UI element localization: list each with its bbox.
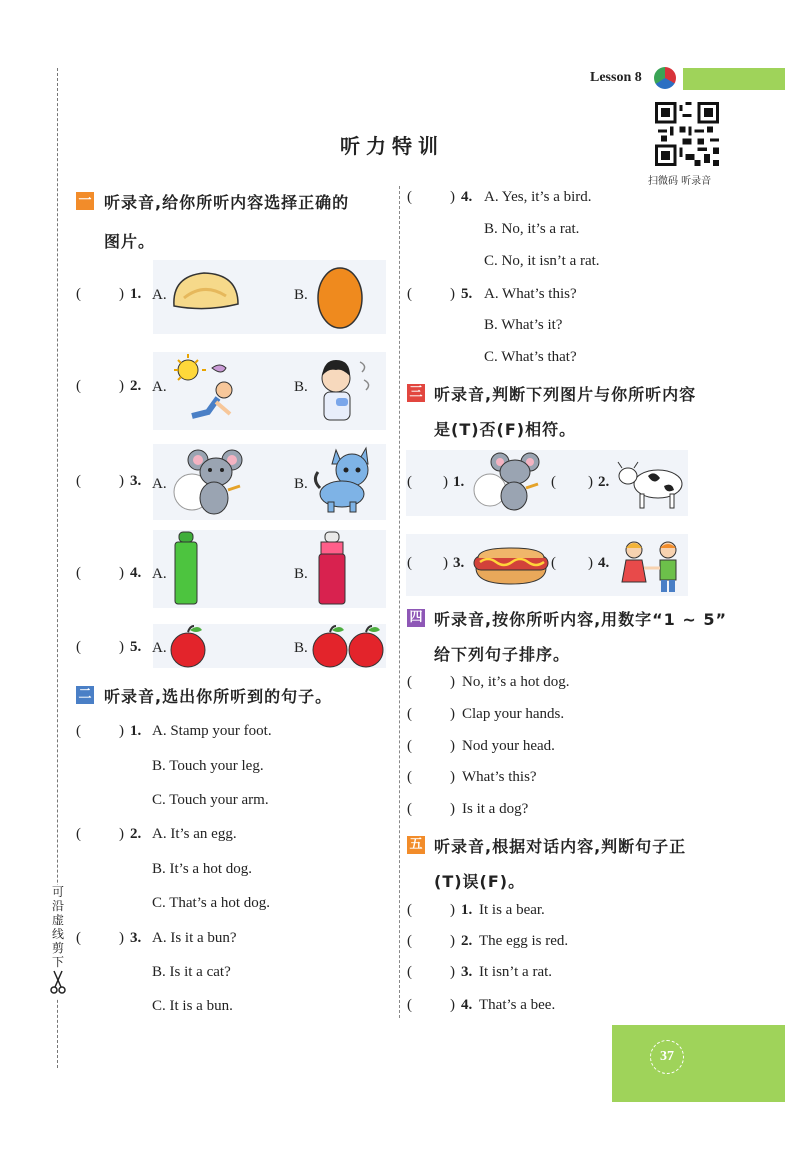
- mouse-icon[interactable]: [472, 448, 552, 514]
- answer-paren-open[interactable]: (: [407, 902, 412, 918]
- qr-caption: 扫微码 听录音: [648, 176, 712, 187]
- answer-paren-open[interactable]: (: [407, 801, 412, 817]
- section3-heading-line1: 听录音,判断下列图片与你所听内容: [434, 385, 697, 404]
- header-green-bar: [683, 68, 785, 90]
- item-number: 3.: [130, 930, 142, 946]
- bun-icon[interactable]: [170, 268, 242, 314]
- section4-heading-line1: 听录音,按你所听内容,用数字“1 ~ 5”: [434, 610, 728, 629]
- mouse-icon[interactable]: [170, 444, 250, 518]
- answer-paren-close: ): [588, 474, 593, 490]
- section4-heading-line2: 给下列句子排序。: [434, 645, 571, 664]
- answer-paren-open[interactable]: (: [551, 555, 556, 571]
- answer-paren-close: ): [119, 930, 124, 946]
- answer-paren-open[interactable]: (: [407, 555, 412, 571]
- answer-paren-close: ): [450, 189, 455, 205]
- answer-paren-open[interactable]: (: [407, 286, 412, 302]
- answer-paren-close: ): [443, 474, 448, 490]
- answer-paren-open[interactable]: (: [407, 674, 412, 690]
- section3-badge: 三: [407, 384, 425, 402]
- item-number: 3.: [453, 555, 465, 571]
- section5-heading-line2: (T)误(F)。: [434, 872, 526, 891]
- section5-badge: 五: [407, 836, 425, 854]
- cut-hint-label: 可沿虚线剪下: [51, 885, 64, 969]
- one-apple-icon[interactable]: [168, 624, 210, 668]
- item-number: 4.: [130, 565, 142, 581]
- green-crayon-icon[interactable]: [170, 530, 204, 608]
- option-a: A. What’s this?: [484, 286, 577, 302]
- answer-paren-open[interactable]: (: [407, 964, 412, 980]
- item-number: 4.: [598, 555, 610, 571]
- statement: It is a bear.: [479, 902, 545, 918]
- option-b-label: B.: [294, 379, 308, 395]
- section2-badge: 二: [76, 686, 94, 704]
- answer-paren-open[interactable]: (: [76, 565, 81, 581]
- section4-badge: 四: [407, 609, 425, 627]
- option-b: B. No, it’s a rat.: [484, 221, 580, 237]
- option-b: B. It’s a hot dog.: [152, 861, 252, 877]
- item-number: 4.: [461, 189, 473, 205]
- option-b-label: B.: [294, 640, 308, 656]
- option-c: C. Touch your arm.: [152, 792, 269, 808]
- answer-paren-open[interactable]: (: [551, 474, 556, 490]
- item-number: 2.: [598, 474, 610, 490]
- answer-paren-close: ): [450, 769, 455, 785]
- option-a: A. It’s an egg.: [152, 826, 237, 842]
- option-c: C. No, it isn’t a rat.: [484, 253, 600, 269]
- answer-paren-close: ): [450, 674, 455, 690]
- answer-paren-close: ): [443, 555, 448, 571]
- cat-icon[interactable]: [312, 444, 378, 514]
- option-a-label: A.: [152, 476, 167, 492]
- answer-paren-open[interactable]: (: [76, 930, 81, 946]
- item-number: 1.: [130, 723, 142, 739]
- answer-paren-close: ): [450, 902, 455, 918]
- answer-paren-open[interactable]: (: [76, 286, 81, 302]
- two-apples-icon[interactable]: [310, 624, 386, 668]
- answer-paren-close: ): [450, 286, 455, 302]
- qr-code-icon[interactable]: [655, 102, 719, 166]
- answer-paren-open[interactable]: (: [407, 706, 412, 722]
- option-b-label: B.: [294, 287, 308, 303]
- option-a: A. Is it a bun?: [152, 930, 237, 946]
- answer-paren-close: ): [119, 639, 124, 655]
- option-a-label: A.: [152, 379, 167, 395]
- answer-paren-close: ): [119, 286, 124, 302]
- lesson-label: Lesson 8: [590, 70, 642, 85]
- footer-green-panel: [612, 1025, 785, 1102]
- answer-paren-close: ): [450, 801, 455, 817]
- option-c: C. It is a bun.: [152, 998, 233, 1014]
- page-title: 听力特训: [340, 134, 444, 158]
- item-number: 5.: [130, 639, 142, 655]
- item-number: 2.: [130, 826, 142, 842]
- answer-paren-open[interactable]: (: [76, 378, 81, 394]
- sentence: Nod your head.: [462, 738, 555, 754]
- option-c: C. What’s that?: [484, 349, 577, 365]
- answer-paren-open[interactable]: (: [76, 473, 81, 489]
- option-a-label: A.: [152, 566, 167, 582]
- answer-paren-close: ): [119, 826, 124, 842]
- answer-paren-close: ): [450, 706, 455, 722]
- answer-paren-open[interactable]: (: [407, 189, 412, 205]
- option-a-label: A.: [152, 287, 167, 303]
- answer-paren-open[interactable]: (: [407, 769, 412, 785]
- option-b-label: B.: [294, 566, 308, 582]
- statement: It isn’t a rat.: [479, 964, 553, 980]
- option-b: B. What’s it?: [484, 317, 563, 333]
- answer-paren-open[interactable]: (: [76, 639, 81, 655]
- answer-paren-close: ): [450, 964, 455, 980]
- item-number: 2.: [461, 933, 473, 949]
- item-number: 3.: [461, 964, 473, 980]
- answer-paren-open[interactable]: (: [407, 474, 412, 490]
- option-a: A. Stamp your foot.: [152, 723, 272, 739]
- section5-heading-line1: 听录音,根据对话内容,判断句子正: [434, 837, 687, 856]
- sentence: Clap your hands.: [462, 706, 565, 722]
- option-b-label: B.: [294, 476, 308, 492]
- section1-heading-line1: 听录音,给你所听内容选择正确的: [104, 193, 350, 212]
- cow-icon[interactable]: [614, 456, 686, 512]
- option-b: B. Touch your leg.: [152, 758, 264, 774]
- answer-paren-close: ): [119, 565, 124, 581]
- answer-paren-open[interactable]: (: [407, 933, 412, 949]
- item-number: 1.: [453, 474, 465, 490]
- statement: That’s a bee.: [479, 997, 556, 1013]
- item-number: 1.: [461, 902, 473, 918]
- statement: The egg is red.: [479, 933, 569, 949]
- item-number: 2.: [130, 378, 142, 394]
- sentence: What’s this?: [462, 769, 537, 785]
- option-b: B. Is it a cat?: [152, 964, 231, 980]
- hot-dog-icon[interactable]: [472, 544, 550, 588]
- red-crayon-icon[interactable]: [314, 530, 350, 608]
- answer-paren-close: ): [119, 723, 124, 739]
- option-a: A. Yes, it’s a bird.: [484, 189, 592, 205]
- section1-heading-line2: 图片。: [104, 232, 156, 251]
- color-ball-icon: [654, 67, 676, 89]
- cut-hint-text: [49, 885, 67, 998]
- answer-paren-close: ): [450, 933, 455, 949]
- column-divider: [399, 186, 400, 1018]
- hot-summer-boy-icon[interactable]: [172, 352, 244, 428]
- item-number: 4.: [461, 997, 473, 1013]
- option-a-label: A.: [152, 640, 167, 656]
- item-number: 1.: [130, 286, 142, 302]
- answer-paren-close: ): [450, 738, 455, 754]
- page-number: 37: [650, 1040, 684, 1074]
- answer-paren-close: ): [119, 378, 124, 394]
- answer-paren-open[interactable]: (: [407, 738, 412, 754]
- cold-girl-icon[interactable]: [312, 352, 374, 426]
- scissors-icon: [50, 969, 66, 995]
- answer-paren-open[interactable]: (: [407, 997, 412, 1013]
- answer-paren-close: ): [450, 997, 455, 1013]
- answer-paren-open[interactable]: (: [76, 723, 81, 739]
- two-children-icon[interactable]: [616, 538, 688, 594]
- section3-heading-line2: 是(T)否(F)相符。: [434, 420, 577, 439]
- egg-icon[interactable]: [314, 261, 366, 331]
- sentence: No, it’s a hot dog.: [462, 674, 570, 690]
- item-number: 5.: [461, 286, 473, 302]
- answer-paren-open[interactable]: (: [76, 826, 81, 842]
- item-number: 3.: [130, 473, 142, 489]
- option-c: C. That’s a hot dog.: [152, 895, 271, 911]
- sentence: Is it a dog?: [462, 801, 529, 817]
- section1-badge: 一: [76, 192, 94, 210]
- section2-heading: 听录音,选出你所听到的句子。: [104, 687, 333, 706]
- answer-paren-close: ): [588, 555, 593, 571]
- answer-paren-close: ): [119, 473, 124, 489]
